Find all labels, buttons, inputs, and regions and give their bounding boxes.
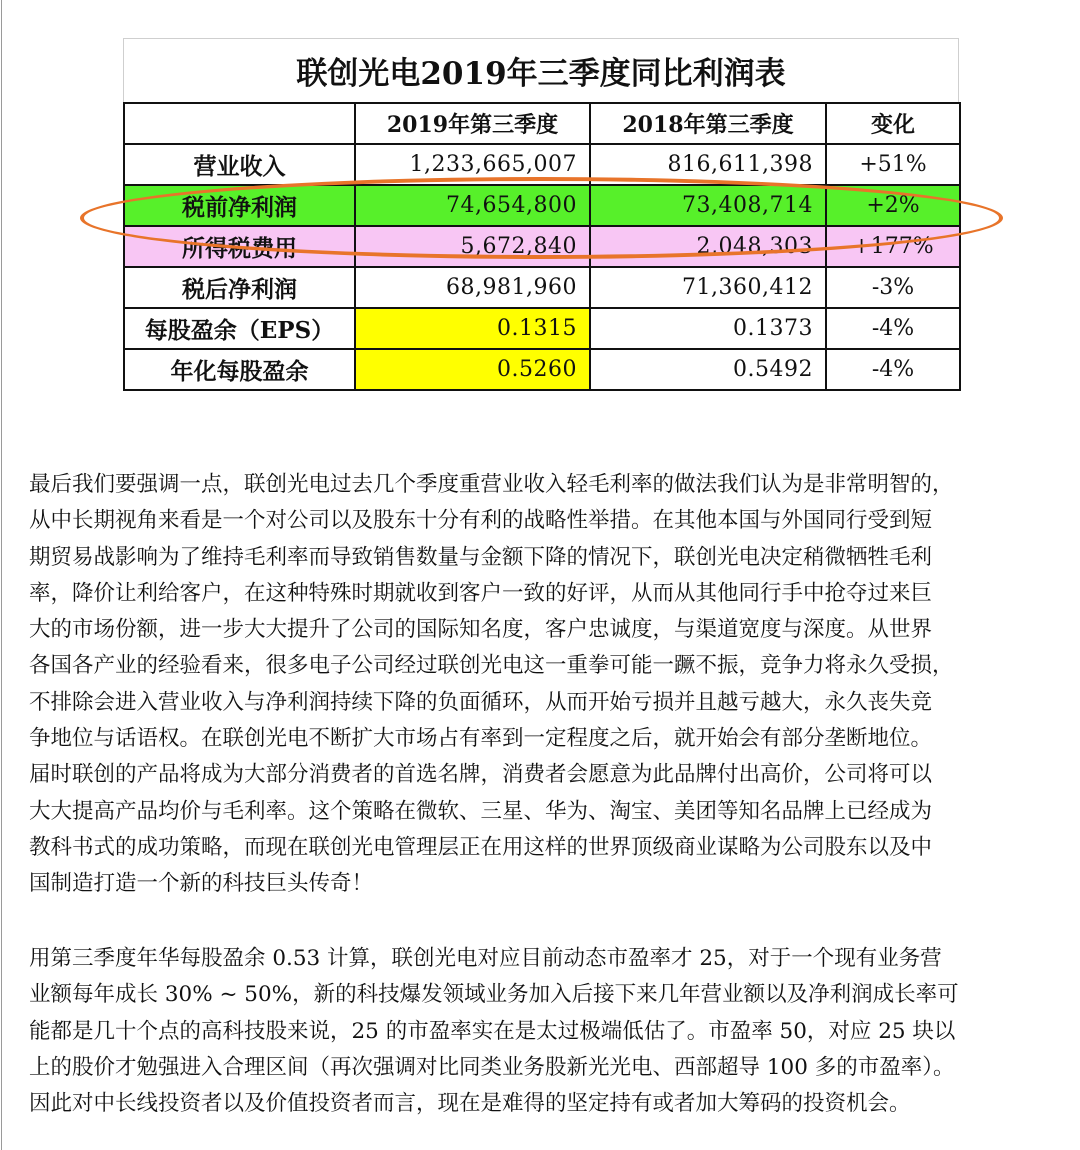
cell-2019: 1,233,665,007 bbox=[355, 144, 590, 185]
cell-2019: 5,672,840 bbox=[355, 226, 590, 267]
table-row-income-tax bbox=[124, 226, 960, 267]
cell-change: -3% bbox=[826, 267, 960, 308]
text-line: 不排除会进入营业收入与净利润持续下降的负面循环，从而开始亏损并且越亏越大，永久丧失竞 bbox=[29, 689, 933, 715]
text-line: 教科书式的成功策略，而现在联创光电管理层正在用这样的世界顶级商业谋略为公司股东以及中 bbox=[29, 834, 933, 860]
cell-2019: 0.5260 bbox=[355, 349, 590, 390]
text-line: 期贸易战影响为了维持毛利率而导致销售数量与金额下降的情况下，联创光电决定稍微牺牲毛利 bbox=[29, 544, 933, 570]
cell-2019: 0.1315 bbox=[355, 308, 590, 349]
text-line: 从中长期视角来看是一个对公司以及股东十分有利的战略性举措。在其他本国与外国同行受到短 bbox=[29, 508, 933, 534]
cell-change: -4% bbox=[826, 349, 960, 390]
text-line: 争地位与话语权。在联创光电不断扩大市场占有率到一定程度之后，就开始会有部分垄断地位。 bbox=[29, 726, 933, 752]
row-label: 税后净利润 bbox=[124, 267, 355, 308]
cell-2018: 73,408,714 bbox=[590, 185, 826, 226]
profit-table-container bbox=[123, 38, 959, 391]
header-2019q3: 2019年第三季度 bbox=[355, 103, 590, 144]
cell-2018: 0.1373 bbox=[590, 308, 826, 349]
page-edge-line bbox=[1, 0, 2, 1150]
cell-2018: 71,360,412 bbox=[590, 267, 826, 308]
table-row-pretax-profit bbox=[124, 185, 960, 226]
table-title: 联创光电2019年三季度同比利润表 bbox=[123, 38, 959, 102]
cell-2018: 0.5492 bbox=[590, 349, 826, 390]
row-label: 营业收入 bbox=[124, 144, 355, 185]
paragraph-strategy bbox=[29, 467, 1059, 903]
cell-2019: 74,654,800 bbox=[355, 185, 590, 226]
cell-change: +177% bbox=[826, 226, 960, 267]
paragraph-valuation bbox=[29, 941, 1059, 1122]
table-row-eps bbox=[124, 308, 960, 349]
row-label: 税前净利润 bbox=[124, 185, 355, 226]
cell-2018: 816,611,398 bbox=[590, 144, 826, 185]
cell-2019: 68,981,960 bbox=[355, 267, 590, 308]
text-line: 因此对中长线投资者以及价值投资者而言，现在是难得的坚定持有或者加大筹码的投资机会。 bbox=[29, 1091, 911, 1117]
text-line: 国制造打造一个新的科技巨头传奇！ bbox=[29, 871, 374, 897]
header-2018q3: 2018年第三季度 bbox=[590, 103, 826, 144]
table-header-row bbox=[124, 103, 960, 144]
text-line: 率，降价让利给客户，在这种特殊时期就收到客户一致的好评，从而从其他同行手中抢夺过来巨 bbox=[29, 580, 933, 606]
text-line: 大大提高产品均价与毛利率。这个策略在微软、三星、华为、淘宝、美团等知名品牌上已经成为 bbox=[29, 798, 933, 824]
header-change: 变化 bbox=[826, 103, 960, 144]
table-row-revenue bbox=[124, 144, 960, 185]
cell-change: +51% bbox=[826, 144, 960, 185]
text-line: 各国各产业的经验看来，很多电子公司经过联创光电这一重拳可能一蹶不振，竞争力将永久受损， bbox=[29, 653, 954, 679]
text-line: 上的股价才勉强进入合理区间（再次强调对比同类业务股新光光电、西部超导 100 多的市盈率）。 bbox=[29, 1054, 955, 1080]
header-empty bbox=[124, 103, 355, 144]
row-label: 每股盈余（EPS） bbox=[124, 308, 355, 349]
table-row-annual-eps bbox=[124, 349, 960, 390]
text-line: 最后我们要强调一点，联创光电过去几个季度重营业收入轻毛利率的做法我们认为是非常明智的， bbox=[29, 472, 954, 497]
row-label: 年化每股盈余 bbox=[124, 349, 355, 390]
cell-2018: 2,048,303 bbox=[590, 226, 826, 267]
cell-change: -4% bbox=[826, 308, 960, 349]
text-line: 能都是几十个点的高科技股来说，25 的市盈率实在是太过极端低估了。市盈率 50，对应 25 块以 bbox=[29, 1018, 956, 1044]
table-row-net-profit bbox=[124, 267, 960, 308]
row-label: 所得税费用 bbox=[124, 226, 355, 267]
profit-table bbox=[123, 102, 961, 391]
text-line: 大的市场份额，进一步大大提升了公司的国际知名度，客户忠诚度，与渠道宽度与深度。从世界 bbox=[29, 617, 933, 643]
text-line: 用第三季度年华每股盈余 0.53 计算，联创光电对应目前动态市盈率才 25，对于一个现有业务营 bbox=[29, 946, 942, 971]
text-line: 届时联创的产品将成为大部分消费者的首选名牌，消费者会愿意为此品牌付出高价，公司将可以 bbox=[29, 762, 933, 788]
text-line: 业额每年成长 30% ~ 50%，新的科技爆发领域业务加入后接下来几年营业额以及净利润成长率可 bbox=[29, 982, 959, 1008]
cell-change: +2% bbox=[826, 185, 960, 226]
